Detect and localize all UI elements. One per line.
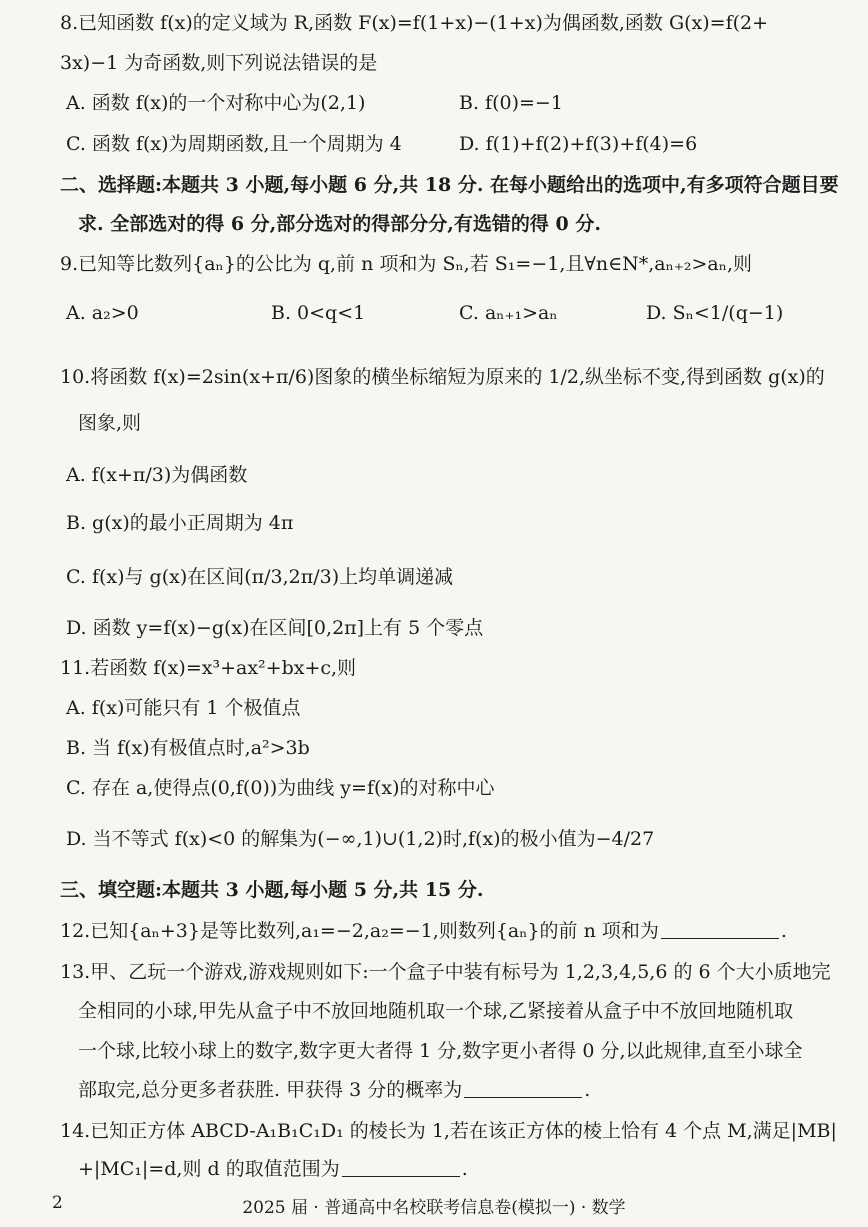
q13-line4-row bbox=[78, 1077, 838, 1103]
q9-option-b: B. 0<q<1 bbox=[271, 302, 366, 324]
section2-heading-line2: 求. 全部选对的得 6 分,部分选对的得部分分,有选错的得 0 分. bbox=[78, 213, 601, 235]
page-footer-title: 2025 届 · 普通高中名校联考信息卷(模拟一) · 数学 bbox=[242, 1198, 626, 1218]
q14-line2: +|MC₁|=d,则 d 的取值范围为 bbox=[78, 1158, 340, 1180]
q13-line4: 部取完,总分更多者获胜. 甲获得 3 分的概率为 bbox=[78, 1079, 463, 1101]
section2-heading-line1: 二、选择题:本题共 3 小题,每小题 6 分,共 18 分. 在每小题给出的选项中,有多项符合题目要 bbox=[60, 174, 839, 196]
q12-answer-blank[interactable] bbox=[661, 920, 779, 939]
section3-heading: 三、填空题:本题共 3 小题,每小题 5 分,共 15 分. bbox=[60, 879, 484, 901]
q10-option-d: D. 函数 y=f(x)−g(x)在区间[0,2π]上有 5 个零点 bbox=[66, 617, 484, 639]
q12-end: . bbox=[780, 920, 787, 942]
q12-stem: 12.已知{aₙ+3}是等比数列,a₁=−2,a₂=−1,则数列{aₙ}的前 n 项和为 bbox=[60, 920, 659, 942]
q8-stem-line2: 3x)−1 为奇函数,则下列说法错误的是 bbox=[60, 52, 378, 74]
q10-option-a: A. f(x+π/3)为偶函数 bbox=[66, 464, 248, 486]
q11-option-a: A. f(x)可能只有 1 个极值点 bbox=[66, 697, 301, 719]
q10-stem-line2: 图象,则 bbox=[78, 412, 142, 434]
q13-line2: 全相同的小球,甲先从盒子中不放回地随机取一个球,乙紧接着从盒子中不放回地随机取 bbox=[78, 1000, 794, 1022]
q13-answer-blank[interactable] bbox=[464, 1079, 582, 1098]
q14-answer-blank[interactable] bbox=[342, 1158, 460, 1177]
q13-line3: 一个球,比较小球上的数字,数字更大者得 1 分,数字更小者得 0 分,以此规律,直至小球全 bbox=[78, 1040, 803, 1062]
q8-option-b: B. f(0)=−1 bbox=[459, 92, 563, 114]
q10-option-b: B. g(x)的最小正周期为 4π bbox=[66, 512, 294, 534]
q9-option-a: A. a₂>0 bbox=[66, 302, 139, 324]
q8-option-d: D. f(1)+f(2)+f(3)+f(4)=6 bbox=[459, 133, 698, 155]
q10-stem-line1: 10.将函数 f(x)=2sin(x+π/6)图象的横坐标缩短为原来的 1/2,纵坐标不变,得到函数 g(x)的 bbox=[60, 366, 825, 388]
q8-option-c: C. 函数 f(x)为周期函数,且一个周期为 4 bbox=[66, 133, 402, 155]
q11-stem: 11.若函数 f(x)=x³+ax²+bx+c,则 bbox=[60, 657, 357, 679]
page-number: 2 bbox=[52, 1193, 63, 1213]
q11-option-b: B. 当 f(x)有极值点时,a²>3b bbox=[66, 737, 310, 759]
q8-stem-line1: 8.已知函数 f(x)的定义域为 R,函数 F(x)=f(1+x)−(1+x)为偶函数,函数 G(x)=f(2+ bbox=[60, 12, 769, 34]
q13-line1: 13.甲、乙玩一个游戏,游戏规则如下:一个盒子中装有标号为 1,2,3,4,5,6 的 6 个大小质地完 bbox=[60, 961, 831, 983]
q11-option-d: D. 当不等式 f(x)<0 的解集为(−∞,1)∪(1,2)时,f(x)的极小值为−4/27 bbox=[66, 828, 655, 850]
q12-line bbox=[60, 918, 838, 944]
q9-stem: 9.已知等比数列{aₙ}的公比为 q,前 n 项和为 Sₙ,若 S₁=−1,且∀n∈N*,aₙ₊₂>aₙ,则 bbox=[60, 253, 752, 275]
q10-option-c: C. f(x)与 g(x)在区间(π/3,2π/3)上均单调递减 bbox=[66, 566, 454, 588]
q14-end: . bbox=[461, 1158, 468, 1180]
q13-end: . bbox=[584, 1079, 591, 1101]
q9-option-c: C. aₙ₊₁>aₙ bbox=[459, 302, 558, 324]
q8-option-a: A. 函数 f(x)的一个对称中心为(2,1) bbox=[66, 92, 366, 114]
q11-option-c: C. 存在 a,使得点(0,f(0))为曲线 y=f(x)的对称中心 bbox=[66, 777, 495, 799]
q14-line1: 14.已知正方体 ABCD-A₁B₁C₁D₁ 的棱长为 1,若在该正方体的棱上恰有 4 个点 M,满足|MB| bbox=[60, 1120, 837, 1142]
q14-line2-row bbox=[78, 1156, 838, 1182]
q9-option-d: D. Sₙ<1/(q−1) bbox=[646, 302, 784, 324]
